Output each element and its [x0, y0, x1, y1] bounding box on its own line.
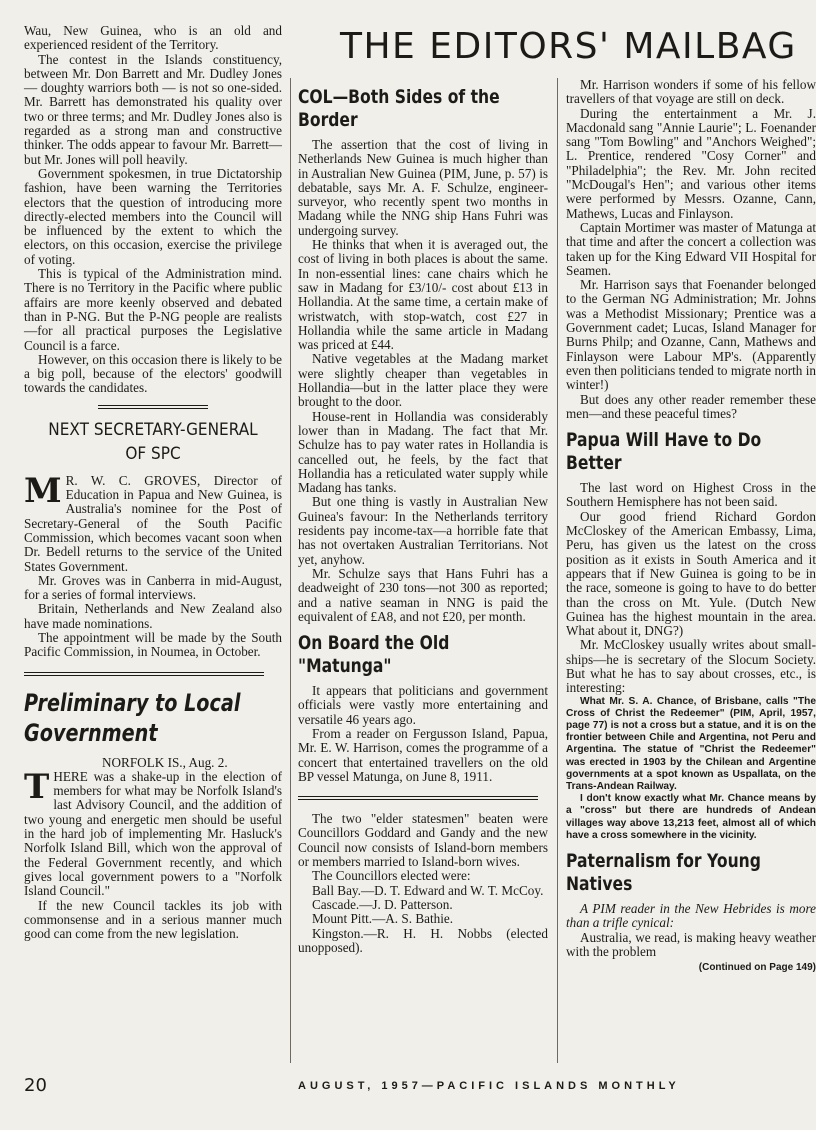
article-paragraph: Britain, Netherlands and New Zealand also have made nominations. — [24, 601, 282, 631]
article-paragraph: Australia, we read, is making heavy weather with the problem — [566, 929, 816, 959]
article-paragraph: The two "elder statesmen" beaten were Councillors Goddard and Gandy and the new Council now consists of Island-born members or members married to Island-born wives. — [298, 811, 548, 870]
article-paragraph: This is typical of the Administration mind. There is no Territory in the Pacific where public affairs are more keenly observed and debated than in P-NG. But the P-NG people are realists—for all practical purposes the Legislative Council is a farce. — [24, 266, 282, 353]
headline-papua: Papua Will Have to Do Better — [566, 429, 762, 475]
drop-cap: M — [24, 470, 62, 511]
article-paragraph: Mr. Groves was in Canberra in mid-August, for a series of formal interviews. — [24, 572, 282, 603]
article-paragraph: But does any other reader remember these men—and these peaceful times? — [566, 391, 816, 421]
article-paragraph: The assertion that the cost of living in Netherlands New Guinea is much higher than in Australian New Guinea (PIM, June, p. 57) is debatable, says Mr. A. F. Schulze, engineer-surveyor, who recently spent two months in Madang while the NNG ship Hans Fuhri was undergoing survey. — [298, 137, 548, 238]
continued-note: (Continued on Page 149) — [698, 962, 816, 974]
quoted-paragraph: What Mr. S. A. Chance, of Brisbane, calls "The Cross of Christ the Redeemer" (PIM, April, 1957, page 77) is not a cross but a statue, and it is on the frontier between Chile and Argentina, not Peru and Argentina. The statue of "Christ the Redeemer" was erected in 1903 by the Chilean and Argentine governments at a spot known as Uspallata, on the Trans-Andean Railway. — [566, 695, 816, 792]
article-paragraph: Cascade.—J. D. Patterson. — [312, 896, 453, 912]
article-paragraph: The contest in the Islands constituency, between Mr. Don Barrett and Mr. Dudley Jones — doughty warriors both — is not so one-sided. Mr. Barrett has demonstrated his quality over two or three terms; and Mr. Dudley Jones also is regarded as a strong man and constructive thinker. The odds appear to favour Mr. Barrett—but Mr. Jones will poll heavily. — [24, 51, 282, 167]
article-paragraph: He thinks that when it is averaged out, the cost of living in both places is about the same. In non-essential lines: cane chairs which he saw in Madang for £3/10/- cost about £13 in Hollandia. At the same time, a certain make of wristwatch, with stop-watch, cost £27 in Hollandia while the same article in Madang was priced at £44. — [298, 237, 548, 353]
article-intro: A PIM reader in the New Hebrides is more than a trifle cynical: — [566, 901, 816, 931]
article-paragraph: Wau, New Guinea, who is an old and experienced resident of the Territory. — [24, 23, 282, 53]
article-paragraph: During the entertainment a Mr. J. Macdonald sang "Annie Laurie"; L. Foenander sang "Tom Bowling" and "Anchors Weighed"; L. Prentice, rendered "Cosy Corner" and "Philadelphia"; the Rev. Mr. John recited "McDougal's Hen"; and various other items were performed by Messrs. Ozanne, Cann, Mathews, Lucas and Finlayson. — [566, 105, 816, 221]
article-paragraph: THERE was a shake-up in the election of members for what may be Norfolk Island's last Advisory Council, and the addition of two young and energetic men should be useful in the hard job of implementing Mr. Hasluck's Norfolk Island Bill, which won the approval of the Federal Government recently, and which gives local government powers to a "Norfolk Island Council." — [24, 766, 282, 899]
dateline: NORFOLK IS., Aug. 2. — [102, 754, 228, 770]
section-rule — [298, 796, 538, 800]
article-paragraph: Mount Pitt.—A. S. Bathie. — [312, 911, 454, 927]
section-rule — [24, 672, 264, 676]
article-paragraph: However, on this occasion there is likely to be a big poll, because of the electors' goodwill towards the candidates. — [24, 351, 282, 396]
column-middle — [298, 78, 548, 1058]
article-paragraph: Mr. Schulze says that Hans Fuhri has a deadweight of 230 tons—not 300 as reported; and a native seaman in NNG is paid the equivalent of £A8, and not £20, per month. — [298, 565, 548, 624]
magazine-footer: AUGUST, 1957—PACIFIC ISLANDS MONTHLY — [298, 1080, 680, 1092]
article-paragraph: The Councillors elected were: — [312, 868, 471, 884]
article-paragraph: House-rent in Hollandia was considerably lower than in Madang. The fact that Mr. Schulze has to pay water rates in Hollandia is cancelled out, he feels, by the fact that Hollandia has a reticulated water supply while Madang has tanks. — [298, 408, 548, 496]
article-paragraph: The appointment will be made by the South Pacific Commission, in Noumea, in October. — [24, 629, 282, 660]
article-paragraph: M R. W. C. GROVES, Director of Education in Papua and New Guinea, is Australia's nominee for the Post of Secretary-General of the South Pacific Commission, which becomes vacant soon when Dr. Bedell returns to the service of the United States Government. — [24, 470, 282, 574]
article-paragraph: Captain Mortimer was master of Matunga at that time and after the concert a collection was taken up for the King Edward VII Hospital for Seamen. — [566, 219, 816, 278]
column-left — [24, 24, 282, 1060]
article-paragraph: But one thing is vastly in Australian New Guinea's favour: In the Netherlands territory residents pay income-tax—a horrible fate that has not overtaken Australian Territorians. Not yet, anyhow. — [298, 494, 548, 567]
article-paragraph: If the new Council tackles its job with commonsense and in a serious manner much good can come from the new legislation. — [24, 897, 282, 942]
headline-col: COL—Both Sides of the Border — [298, 86, 500, 131]
column-divider — [290, 78, 291, 1063]
quoted-paragraph: I don't know exactly what Mr. Chance means by a "cross" but there are hundreds of Andean villages way above 13,213 feet, almost all of which have a cross somewhere in the vicinity. — [566, 793, 816, 841]
masthead: THE EDITORS' MAILBAG — [340, 26, 797, 67]
column-right — [566, 78, 816, 1058]
article-paragraph: Ball Bay.—D. T. Edward and W. T. McCoy. — [312, 882, 544, 898]
headline-matunga: On Board the Old "Matunga" — [298, 632, 450, 678]
article-paragraph: Mr. McCloskey usually writes about small-ships—he is secretary of the Slocum Society. But what he has to say about crosses, etc., is interesting: — [566, 637, 816, 696]
article-paragraph: Mr. Harrison says that Foenander belonged to the German NG Administration; Mr. Johns was a Methodist Missionary; Prentice was a Government cadet; Lucas, Island Manager for Burns Philp; and Ozanne, Cann, Mathews and Finlayson were Labour MP's. (Apparently even then politicians tended to migrate north in winter!) — [566, 277, 816, 393]
headline-spc: NEXT SECRETARY-GENERAL OF SPC — [48, 419, 258, 464]
article-paragraph: Our good friend Richard Gordon McCloskey of the American Embassy, Lima, Peru, has given us the latest on the cross position as it exists in South America and it appears that if New Guinea is going to be in the race, someone is going to have to do better than the cross on Mt. Yule. (Dutch New Guinea has the highest mountain in the area. What about it, DNG?) — [566, 508, 816, 639]
article-paragraph: Government spokesmen, in true Dictatorship fashion, have been warning the Territories electors that the question of introducing more directly-elected members into the Council will be influenced by the extent to which the electors, on this occasion, exercise the privilege of voting. — [24, 165, 282, 267]
page-number: 20 — [24, 1075, 47, 1096]
section-rule — [98, 405, 208, 409]
article-paragraph: From a reader on Fergusson Island, Papua, Mr. E. W. Harrison, comes the programme of a concert that entertained travellers on the old BP vessel Matunga, on June 8, 1911. — [298, 725, 548, 784]
headline-local-government: Preliminary to Local Government — [24, 688, 241, 747]
headline-paternalism: Paternalism for Young Natives — [566, 850, 761, 896]
drop-cap: T — [24, 766, 50, 807]
article-paragraph: Native vegetables at the Madang market were slightly cheaper than vegetables in Hollandia—but in the latter place they were brought to the door. — [298, 351, 548, 410]
column-divider — [557, 78, 558, 1063]
article-paragraph: It appears that politicians and government officials were vastly more entertaining and versatile 46 years ago. — [298, 683, 548, 727]
article-paragraph: The last word on Highest Cross in the Southern Hemisphere has not been said. — [566, 480, 816, 510]
article-paragraph: Mr. Harrison wonders if some of his fellow travellers of that voyage are still on deck. — [566, 77, 816, 107]
article-paragraph: Kingston.—R. H. H. Nobbs (elected unopposed). — [298, 925, 548, 955]
